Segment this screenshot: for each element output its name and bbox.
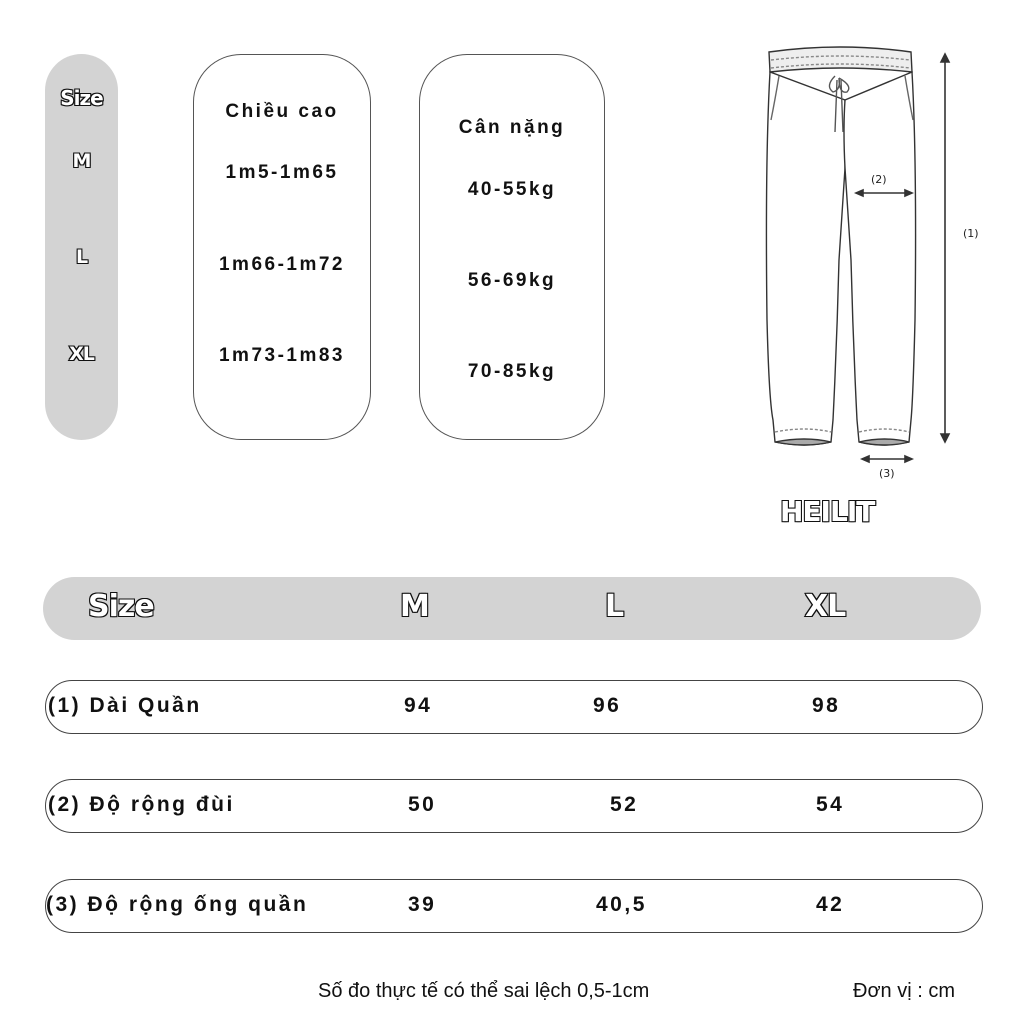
header-size-l: L (605, 589, 624, 624)
size-m: M (72, 150, 91, 172)
length-label: (1) (963, 227, 979, 240)
height-m: 1m5-1m65 (225, 162, 339, 183)
pants-diagram (755, 40, 995, 490)
height-l: 1m66-1m72 (218, 254, 346, 275)
height-title: Chiều cao (225, 101, 339, 122)
value-m: 50 (408, 793, 437, 816)
brand-logo: HEILIT (780, 495, 875, 528)
size-label: Size (60, 86, 103, 110)
value-m: 94 (404, 694, 433, 717)
thigh-label: (2) (871, 173, 887, 186)
weight-l: 56-69kg (467, 270, 557, 291)
table-row-length (45, 680, 983, 734)
length-arrow-icon (941, 54, 949, 442)
row-label: (1) Dài Quần (48, 694, 202, 717)
weight-box (419, 54, 605, 440)
hem-arrow-icon (862, 456, 912, 462)
header-size-m: M (400, 589, 429, 624)
header-size-label: Size (88, 589, 154, 624)
weight-m: 40-55kg (467, 179, 557, 200)
value-m: 39 (408, 893, 437, 916)
value-xl: 42 (816, 893, 845, 916)
unit-note: Đơn vị : cm (853, 980, 956, 1002)
table-row-hem (45, 879, 983, 933)
row-label: (2) Độ rộng đùi (48, 793, 235, 816)
weight-title: Cân nặng (458, 117, 566, 138)
height-xl: 1m73-1m83 (218, 345, 346, 366)
row-label: (3) Độ rộng ống quần (46, 893, 309, 916)
value-l: 96 (593, 694, 622, 717)
height-box (193, 54, 371, 440)
value-l: 40,5 (596, 893, 647, 916)
size-l: L (75, 246, 88, 268)
value-xl: 98 (812, 694, 841, 717)
value-l: 52 (610, 793, 639, 816)
size-xl: XL (69, 343, 94, 365)
weight-xl: 70-85kg (467, 361, 557, 382)
header-size-xl: XL (805, 589, 846, 624)
size-column-pill (45, 54, 118, 440)
hem-label: (3) (879, 467, 895, 480)
pants-illustration-icon (766, 47, 915, 445)
tolerance-note: Số đo thực tế có thể sai lệch 0,5-1cm (318, 980, 650, 1002)
table-row-thigh (45, 779, 983, 833)
value-xl: 54 (816, 793, 845, 816)
table-header (43, 577, 981, 640)
